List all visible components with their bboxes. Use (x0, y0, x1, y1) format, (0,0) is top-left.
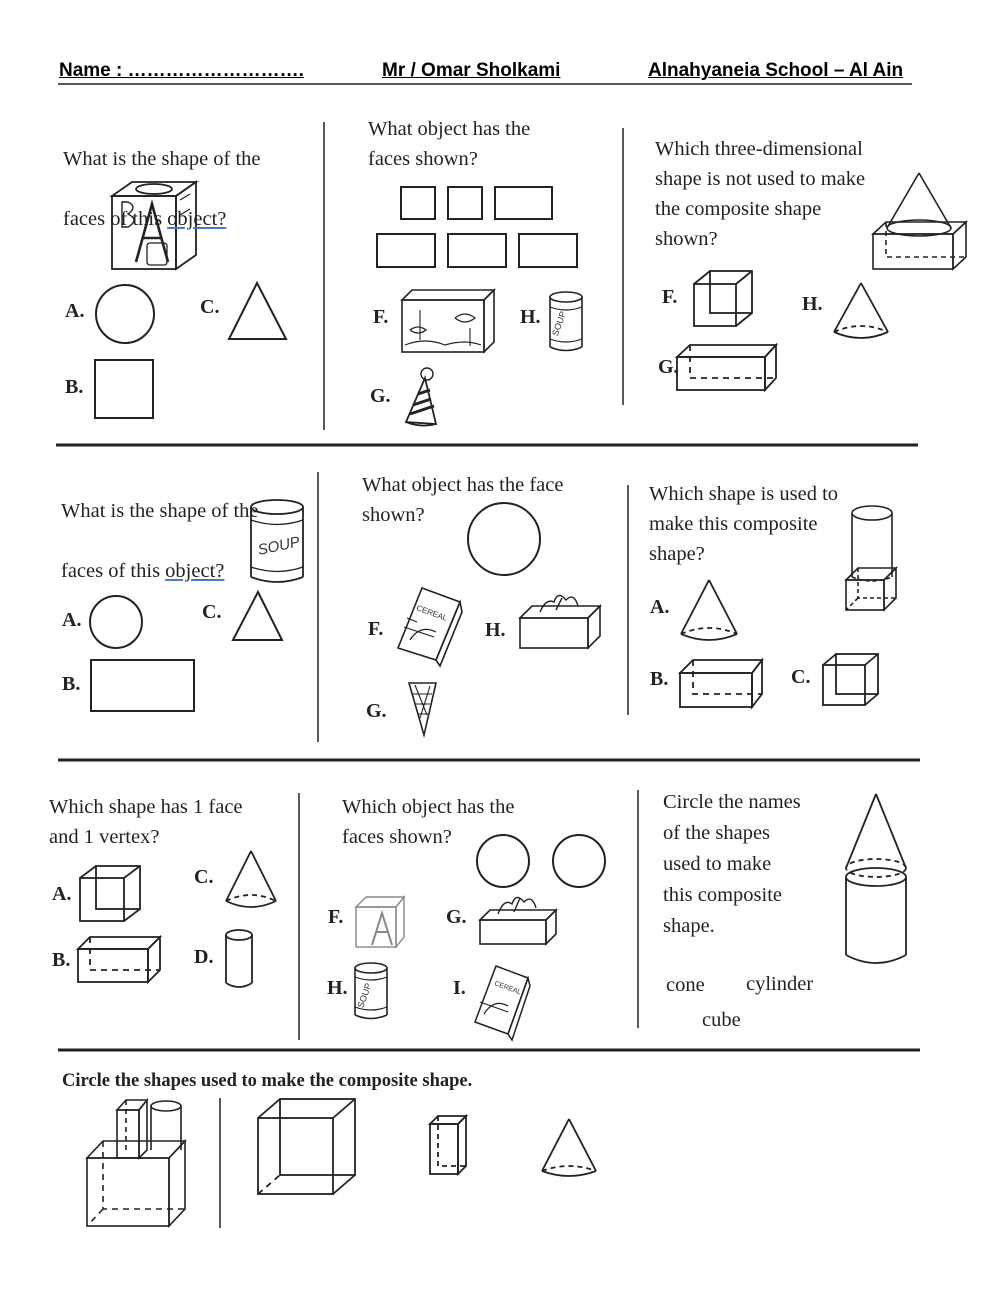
circle-face-shown (553, 835, 605, 887)
option-label[interactable]: A. (52, 883, 72, 905)
soup-label: SOUP (355, 981, 374, 1010)
cube-shape-option (694, 271, 752, 326)
question-text: What object has the face shown? (362, 474, 564, 526)
cone-shape-option (226, 851, 276, 907)
answer-word-cone[interactable]: cone (666, 974, 705, 996)
cone-shape-option (834, 283, 888, 338)
tissue-box-image (520, 595, 600, 648)
rectangular-prism-option (677, 345, 776, 390)
option-label[interactable]: C. (791, 666, 811, 688)
cone-shape-option (681, 580, 737, 640)
option-label[interactable]: B. (65, 376, 84, 398)
option-label[interactable]: F. (373, 306, 389, 328)
rectangle-shape (91, 660, 194, 711)
question-text: Which object has the faces shown? (342, 796, 515, 848)
party-hat-image (406, 368, 436, 426)
ice-cream-cone-image (409, 683, 436, 735)
option-label[interactable]: G. (658, 356, 679, 378)
option-label[interactable]: F. (328, 906, 344, 928)
question-text: What is the shape of the faces of this object? (61, 500, 259, 582)
question-text: Which three-dimensional shape is not used to make the composite shape shown? (655, 138, 866, 250)
square-shape (95, 360, 153, 418)
question-text: What object has the faces shown? (368, 118, 531, 170)
cube-shape-option (258, 1099, 355, 1194)
cereal-box-image (475, 966, 530, 1040)
option-label[interactable]: G. (370, 385, 391, 407)
option-label[interactable]: D. (194, 946, 214, 968)
option-label[interactable]: A. (65, 300, 85, 322)
rectangular-prism-option (680, 660, 762, 707)
option-label[interactable]: G. (366, 700, 387, 722)
question-text: Circle the shapes used to make the composite shape. (62, 1071, 473, 1091)
answer-word-cylinder[interactable]: cylinder (746, 973, 814, 995)
option-label[interactable]: H. (485, 619, 506, 641)
question-text: Which shape is used to make this composite shape? (649, 483, 839, 565)
option-label[interactable]: C. (194, 866, 214, 888)
circle-shape (96, 285, 154, 343)
composite-cone-on-cylinder (846, 794, 906, 963)
option-label[interactable]: G. (446, 906, 467, 928)
composite-cylinder-on-cube (846, 506, 896, 610)
cereal-label: CEREAL (415, 603, 449, 623)
cube-shape-option (80, 866, 140, 921)
question-text: Circle the names of the shapes used to make this composite shape. (663, 791, 801, 937)
rectangular-prism-option (430, 1116, 466, 1174)
option-label[interactable]: H. (802, 293, 823, 315)
composite-prisms-cylinder-cube (87, 1100, 185, 1226)
option-label[interactable]: H. (520, 306, 541, 328)
soup-label: SOUP (550, 309, 569, 338)
option-label[interactable]: A. (650, 596, 670, 618)
option-label[interactable]: F. (662, 286, 678, 308)
letter-block-image (356, 897, 404, 947)
cylinder-shape-option (226, 930, 252, 987)
school-name: Alnahyaneia School – Al Ain (648, 60, 904, 81)
fish-tank-image (402, 290, 494, 352)
option-label[interactable]: B. (52, 949, 71, 971)
option-label[interactable]: I. (453, 977, 466, 999)
answer-word-cube[interactable]: cube (702, 1009, 741, 1031)
option-label[interactable]: C. (200, 296, 220, 318)
cereal-box-image (398, 588, 462, 666)
circle-shape (90, 596, 142, 648)
option-label[interactable]: C. (202, 601, 222, 623)
option-label[interactable]: F. (368, 618, 384, 640)
option-label[interactable]: B. (650, 668, 669, 690)
cube-shape-option (823, 654, 878, 705)
composite-cone-on-prism (873, 173, 966, 269)
question-text: What is the shape of the faces of this object? (63, 148, 261, 230)
faces-shown-rectangles (377, 187, 577, 267)
option-label[interactable]: H. (327, 977, 348, 999)
question-text: Which shape has 1 face and 1 vertex? (49, 796, 243, 848)
cereal-label: CEREAL (493, 980, 523, 997)
triangle-shape (233, 592, 282, 640)
soup-label: SOUP (256, 533, 302, 559)
option-label[interactable]: B. (62, 673, 81, 695)
triangle-shape (229, 283, 286, 339)
name-field: Name : ………………………. (59, 60, 304, 81)
rectangular-prism-option (78, 937, 160, 982)
option-label[interactable]: A. (62, 609, 82, 631)
tissue-box-image (480, 897, 556, 944)
teacher-name: Mr / Omar Sholkami (382, 60, 561, 81)
cone-shape-option (542, 1119, 596, 1176)
